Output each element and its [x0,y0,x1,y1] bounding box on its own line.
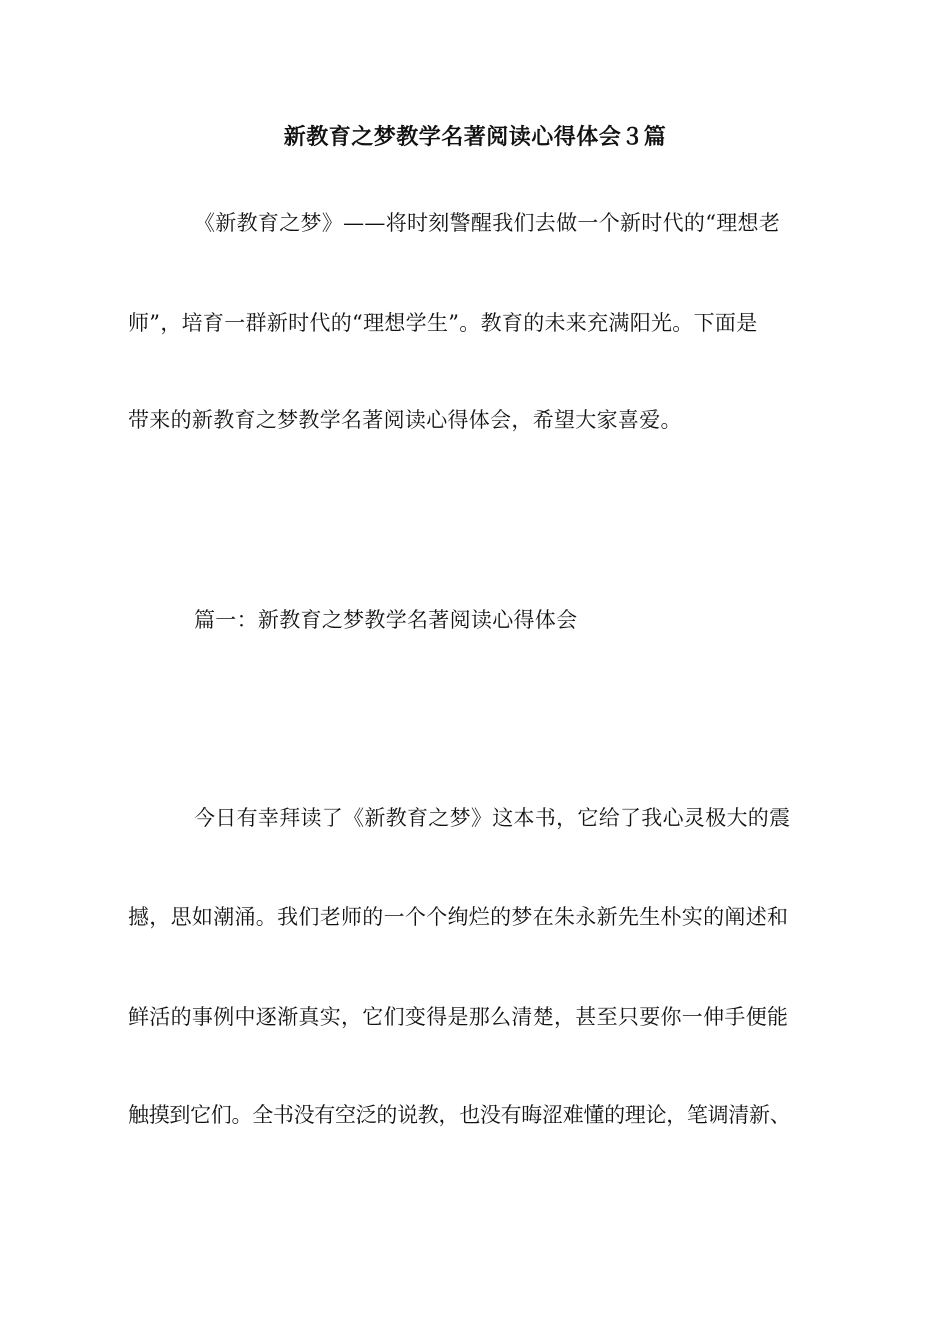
section-heading: 篇一：新教育之梦教学名著阅读心得体会 [194,608,578,632]
body-line-1: 今日有幸拜读了《新教育之梦》这本书，它给了我心灵极大的震 [194,806,791,830]
intro-line-3: 带来的新教育之梦教学名著阅读心得体会，希望大家喜爱。 [128,408,682,432]
body-line-3: 鲜活的事例中逐渐真实，它们变得是那么清楚，甚至只要你一伸手便能 [128,1005,789,1029]
document-title: 新教育之梦教学名著阅读心得体会３篇 [283,125,667,150]
body-line-4: 触摸到它们。全书没有空泛的说教，也没有晦涩难懂的理论，笔调清新、 [128,1103,791,1127]
intro-line-2: 师”，培育一群新时代的“理想学生”。教育的未来充满阳光。下面是 [128,311,758,335]
body-line-2: 撼，思如潮涌。我们老师的一个个绚烂的梦在朱永新先生朴实的阐述和 [128,905,789,929]
intro-line-1: 《新教育之梦》——将时刻警醒我们去做一个新时代的“理想老 [194,211,781,235]
